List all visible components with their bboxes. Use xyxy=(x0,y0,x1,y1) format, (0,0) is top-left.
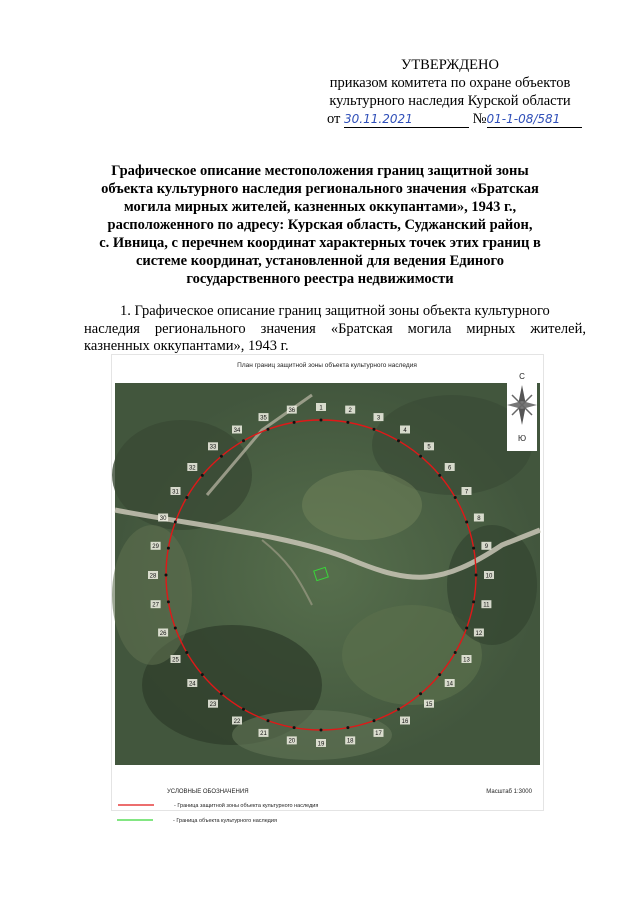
boundary-point xyxy=(472,600,475,603)
title-line: объекта культурного наследия регионального значения «Братская xyxy=(101,181,539,197)
date-field xyxy=(344,112,469,128)
boundary-point xyxy=(167,600,170,603)
paragraph-line: наследия регионального значения «Братская могила мирных жителей, xyxy=(84,320,586,337)
approval-date-line xyxy=(300,110,600,128)
point-label: 21 xyxy=(260,731,267,738)
number-field xyxy=(487,112,582,128)
boundary-point xyxy=(267,428,270,431)
legend-row-2 xyxy=(112,810,543,811)
approval-line-2: культурного наследия Курской области xyxy=(329,93,571,109)
boundary-point xyxy=(185,651,188,654)
point-label: 36 xyxy=(288,407,296,414)
boundary-point xyxy=(419,692,422,695)
boundary-point xyxy=(419,455,422,458)
point-label: 32 xyxy=(188,465,196,472)
point-label: 28 xyxy=(149,573,157,580)
boundary-point xyxy=(174,521,177,524)
point-label: 17 xyxy=(375,731,382,738)
boundary-point xyxy=(220,692,223,695)
handwritten-number: 01-1-08/581 xyxy=(486,112,561,126)
boundary-point xyxy=(242,439,245,442)
paragraph-line: 1. Графическое описание границ защитной зоны объекта культурного xyxy=(120,303,550,319)
boundary-point xyxy=(174,627,177,630)
point-label: 20 xyxy=(288,738,296,745)
point-label: 31 xyxy=(172,489,179,496)
compass-south-label: Ю xyxy=(517,434,527,443)
point-label: 34 xyxy=(233,427,241,434)
approval-heading: УТВЕРЖДЕНО xyxy=(401,57,499,73)
boundary-point xyxy=(201,474,204,477)
boundary-point xyxy=(465,627,468,630)
point-label: 4 xyxy=(403,427,407,434)
point-label: 9 xyxy=(484,544,489,551)
boundary-point xyxy=(438,673,441,676)
boundary-point xyxy=(346,726,349,729)
title-line: могила мирных жителей, казненных оккупантами», 1943 г., xyxy=(123,199,517,215)
boundary-point xyxy=(293,421,296,424)
boundary-point xyxy=(165,574,168,577)
boundary-point xyxy=(454,496,457,499)
point-label: 11 xyxy=(483,602,490,609)
approval-block xyxy=(300,56,600,128)
boundary-map xyxy=(111,354,544,811)
boundary-point xyxy=(373,719,376,722)
paragraph-line: казненных оккупантами», 1943 г. xyxy=(84,338,289,354)
point-label: 35 xyxy=(260,415,267,422)
point-label: 3 xyxy=(376,415,381,422)
point-label: 10 xyxy=(485,573,493,580)
boundary-point xyxy=(320,729,323,732)
point-label: 29 xyxy=(152,544,159,551)
compass-north-label: С xyxy=(519,372,525,381)
point-label: 2 xyxy=(348,407,352,414)
boundary-point xyxy=(438,474,441,477)
point-label: 5 xyxy=(427,444,431,451)
point-label: 23 xyxy=(209,702,217,708)
point-label: 16 xyxy=(401,718,409,725)
map-title: План границ защитной зоны объекта культурного наследия xyxy=(237,362,417,369)
point-label: 19 xyxy=(317,741,325,748)
map-legend xyxy=(112,775,543,810)
point-label: 6 xyxy=(448,465,452,472)
document-title xyxy=(90,162,550,288)
point-label: 12 xyxy=(475,630,483,637)
title-line: расположенного по адресу: Курская область, Суджанский район, xyxy=(107,217,533,233)
handwritten-date: 30.11.2021 xyxy=(344,112,413,126)
boundary-point xyxy=(346,421,349,424)
title-line: системе координат, установленной для ведения Единого xyxy=(135,253,505,269)
number-label: № xyxy=(472,111,487,127)
boundary-point xyxy=(242,708,245,711)
point-label: 26 xyxy=(159,630,167,637)
point-label: 13 xyxy=(463,657,470,664)
boundary-point xyxy=(397,439,400,442)
boundary-point xyxy=(373,428,376,431)
point-label: 33 xyxy=(209,444,217,451)
boundary-point xyxy=(201,673,204,676)
boundary-point xyxy=(267,719,270,722)
boundary-point xyxy=(472,547,475,550)
point-label: 24 xyxy=(188,681,196,688)
map-scale: Масштаб 1:3000 xyxy=(486,789,532,795)
legend-object-label: - Граница объекта культурного наследия xyxy=(173,818,277,824)
title-line: с. Ивница, с перечнем координат характерных точек этих границ в xyxy=(99,235,541,251)
boundary-point xyxy=(454,651,457,654)
point-label: 1 xyxy=(319,405,323,412)
title-line: государственного реестра недвижимости xyxy=(186,271,454,287)
point-label: 7 xyxy=(464,489,469,496)
point-label: 8 xyxy=(477,515,481,522)
boundary-point xyxy=(185,496,188,499)
point-label: 15 xyxy=(425,702,433,708)
point-label: 22 xyxy=(233,718,241,725)
compass-icon xyxy=(507,365,537,451)
from-label: от xyxy=(327,111,341,127)
boundary-point xyxy=(475,574,478,577)
title-line: Графическое описание местоположения границ защитной зоны xyxy=(111,163,529,179)
boundary-point xyxy=(465,521,468,524)
boundary-point xyxy=(320,419,323,422)
point-label: 25 xyxy=(172,657,179,664)
section-paragraph xyxy=(84,303,586,356)
point-label: 30 xyxy=(159,515,167,522)
boundary-point xyxy=(397,708,400,711)
boundary-point xyxy=(167,547,170,550)
legend-heading: УСЛОВНЫЕ ОБОЗНАЧЕНИЯ xyxy=(167,789,249,795)
boundary-point xyxy=(293,726,296,729)
point-label: 14 xyxy=(446,681,454,688)
legend-zone-label: - Граница защитной зоны объекта культурного наследия xyxy=(174,803,319,809)
boundary-point xyxy=(220,455,223,458)
approval-line-1: приказом комитета по охране объектов xyxy=(329,75,571,91)
point-label: 27 xyxy=(152,602,159,609)
point-label: 18 xyxy=(346,738,354,745)
legend-object-row xyxy=(111,812,542,828)
